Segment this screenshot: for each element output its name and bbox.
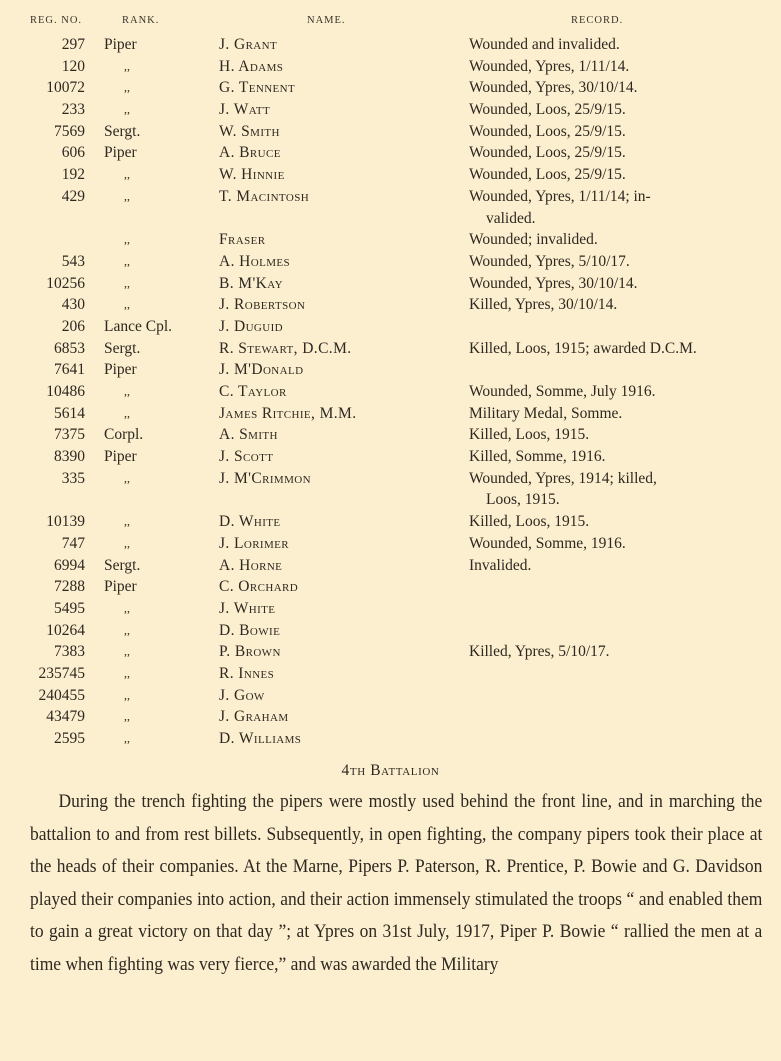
name-cell: James Ritchie, M.M. [219,404,357,422]
name-cell: J. Graham [219,708,289,726]
record-cell [469,446,771,468]
reg-no-cell: 5495 [54,599,85,617]
table-row [0,186,781,229]
reg-no-cell: 7288 [54,578,85,596]
rank-cell: Piper [104,578,137,596]
reg-no-cell: 10256 [46,274,85,292]
ditto-mark: ,, [124,622,130,637]
table-row [0,77,781,99]
rank-cell: Piper [104,361,137,379]
header-rank: RANK. [122,15,160,26]
name-cell: D. Bowie [219,621,281,639]
reg-no-cell: 7383 [54,643,85,661]
record-continuation: Loos, 1915. [486,491,560,509]
name-cell: T. Macintosh [219,187,310,205]
reg-no-cell: 7641 [54,361,85,379]
table-row [0,56,781,78]
table-row [0,251,781,273]
ditto-mark: ,, [124,470,130,485]
reg-no-cell: 7375 [54,426,85,444]
ditto-mark: ,, [124,167,130,182]
ditto-mark: ,, [124,80,130,95]
name-cell: J. Gow [219,686,265,704]
record-cell [469,641,771,663]
reg-no-cell: 8390 [54,448,85,466]
ditto-mark: ,, [124,600,130,615]
name-cell: J. White [219,599,276,617]
reg-no-cell: 543 [61,252,85,270]
table-row [0,99,781,121]
record-cell [469,164,771,186]
record-cell [469,403,771,425]
table-row [0,533,781,555]
record-text: Killed, Ypres, 5/10/17. [469,643,610,661]
ditto-mark: ,, [124,665,130,680]
name-cell: A. Bruce [219,144,281,162]
header-record: RECORD. [571,15,624,26]
reg-no-cell: 10139 [46,513,85,531]
section-title: 4th Battalion [341,762,440,779]
record-text: Killed, Loos, 1915. [469,426,590,444]
record-text: Killed, Ypres, 30/10/14. [469,296,618,314]
rank-cell: Sergt. [104,556,141,574]
record-cell [469,34,771,56]
reg-no-cell: 335 [61,469,85,487]
record-continuation: valided. [486,209,536,227]
record-text: Wounded, Loos, 25/9/15. [469,122,626,140]
ditto-mark: ,, [124,102,130,117]
table-row [0,121,781,143]
name-cell: J. Watt [219,101,271,119]
reg-no-cell: 233 [61,101,85,119]
record-text: Killed, Somme, 1916. [469,448,606,466]
record-cell [469,56,771,78]
record-text: Wounded, Loos, 25/9/15. [469,144,626,162]
table-row [0,685,781,707]
name-cell: J. Grant [219,36,278,53]
table-row [0,359,781,381]
reg-no-cell: 206 [61,317,85,335]
ditto-mark: ,, [124,275,130,290]
record-cell [469,121,771,143]
table-row [0,294,781,316]
ditto-mark: ,, [124,384,130,399]
reg-no-cell: 747 [61,534,85,552]
record-cell [469,511,771,533]
record-text: Wounded, Ypres, 30/10/14. [469,79,638,97]
table-row [0,381,781,403]
name-cell: W. Smith [219,122,280,140]
table-row [0,706,781,728]
table-row [0,598,781,620]
name-cell: H. Adams [219,57,284,75]
name-cell: D. Williams [219,730,302,748]
name-cell: J. M'Crimmon [219,469,311,487]
table-row [0,468,781,511]
ditto-mark: ,, [124,297,130,312]
rank-cell: Piper [104,36,137,53]
record-text: Wounded, Ypres, 1/11/14; in- [469,187,651,205]
table-row [0,728,781,750]
record-cell [469,142,771,164]
record-cell [469,186,771,229]
record-text: Wounded, Somme, 1916. [469,534,626,552]
record-cell [469,533,771,555]
reg-no-cell: 10486 [46,383,85,401]
record-cell [469,424,771,446]
record-cell [469,99,771,121]
name-cell: J. Robertson [219,296,306,314]
rank-cell: Corpl. [104,426,144,444]
reg-no-cell: 429 [61,187,85,205]
reg-no-cell: 606 [61,144,85,162]
table-row [0,663,781,685]
table-row [0,620,781,642]
record-text: Wounded and invalided. [469,36,620,53]
name-cell: R. Stewart, D.C.M. [219,339,352,357]
name-cell: A. Holmes [219,252,291,270]
section-paragraph: During the trench fighting the pipers were mostly used behind the front line, and in marching the battalion to and from rest billets. Subsequently, in open fighting, the company pipers took their place at the heads of their companies. At the Marne, Pipers P. Paterson, R. Prentice, P. Bowie and G. Davidson played their companies into action, and their action immensely stimulated the troops “ and enabled them to gain a great victory on that day ”; at Ypres on 31st July, 1917, Piper P. Bowie “ rallied the men at a time when fighting was very fierce,” and was awarded the Military [30,791,763,975]
record-text: Military Medal, Somme. [469,404,623,422]
reg-no-cell: 240455 [38,686,85,704]
record-cell [469,555,771,577]
rank-cell: Lance Cpl. [104,317,173,335]
ditto-mark: ,, [124,405,130,420]
ditto-mark: ,, [124,709,130,724]
reg-no-cell: 430 [61,296,85,314]
table-row [0,555,781,577]
reg-no-cell: 10072 [46,79,85,97]
table-row [0,641,781,663]
name-cell: J. Scott [219,448,274,466]
name-cell: A. Horne [219,556,283,574]
ditto-mark: ,, [124,731,130,746]
reg-no-cell: 7569 [54,122,85,140]
reg-no-cell: 297 [61,36,85,53]
record-cell [469,229,771,251]
reg-no-cell: 43479 [46,708,85,726]
record-cell [469,468,771,511]
table-row [0,424,781,446]
ditto-mark: ,, [124,232,130,247]
record-text: Wounded, Somme, July 1916. [469,383,656,401]
ditto-mark: ,, [124,644,130,659]
table-row [0,164,781,186]
record-text: Killed, Loos, 1915; awarded D.C.M. [469,339,697,357]
ditto-mark: ,, [124,58,130,73]
rank-cell: Piper [104,448,137,466]
pipers-roster-table [0,34,781,750]
name-cell: Fraser [219,231,266,249]
reg-no-cell: 192 [61,166,85,184]
record-cell [469,77,771,99]
record-text: Killed, Loos, 1915. [469,513,590,531]
table-row [0,511,781,533]
name-cell: R. Innes [219,664,275,682]
record-text: Invalided. [469,556,532,574]
table-row [0,273,781,295]
record-text: Wounded, Ypres, 30/10/14. [469,274,638,292]
reg-no-cell: 120 [61,57,85,75]
ditto-mark: ,, [124,514,130,529]
ditto-mark: ,, [124,687,130,702]
rank-cell: Sergt. [104,122,141,140]
record-text: Wounded, Ypres, 1914; killed, [469,469,657,487]
record-cell [469,381,771,403]
name-cell: A. Smith [219,426,278,444]
ditto-mark: ,, [124,253,130,268]
table-row [0,338,781,360]
name-cell: D. White [219,513,281,531]
rank-cell: Sergt. [104,339,141,357]
record-cell [469,273,771,295]
reg-no-cell: 6853 [54,339,85,357]
table-row [0,142,781,164]
name-cell: W. Hinnie [219,166,285,184]
reg-no-cell: 10264 [46,621,85,639]
record-cell [469,294,771,316]
table-row [0,316,781,338]
record-text: Wounded, Loos, 25/9/15. [469,166,626,184]
table-row [0,229,781,251]
name-cell: J. M'Donald [219,361,304,379]
reg-no-cell: 6994 [54,556,85,574]
reg-no-cell: 5614 [54,404,85,422]
reg-no-cell: 235745 [38,664,85,682]
name-cell: J. Lorimer [219,534,290,552]
ditto-mark: ,, [124,188,130,203]
name-cell: C. Orchard [219,578,299,596]
ditto-mark: ,, [124,535,130,550]
name-cell: B. M'Kay [219,274,283,292]
name-cell: J. Duguid [219,317,284,335]
record-cell [469,251,771,273]
name-cell: G. Tennent [219,79,296,97]
header-reg-no: REG. NO. [30,15,83,26]
record-text: Wounded; invalided. [469,231,598,249]
rank-cell: Piper [104,144,137,162]
record-text: Wounded, Loos, 25/9/15. [469,101,626,119]
header-name: NAME. [307,15,346,26]
table-row [0,34,781,56]
record-cell [469,338,771,360]
table-row [0,446,781,468]
record-text: Wounded, Ypres, 1/11/14. [469,57,630,75]
record-text: Wounded, Ypres, 5/10/17. [469,252,630,270]
name-cell: C. Taylor [219,383,287,401]
table-row [0,403,781,425]
table-row [0,576,781,598]
reg-no-cell: 2595 [54,730,85,748]
name-cell: P. Brown [219,643,281,661]
